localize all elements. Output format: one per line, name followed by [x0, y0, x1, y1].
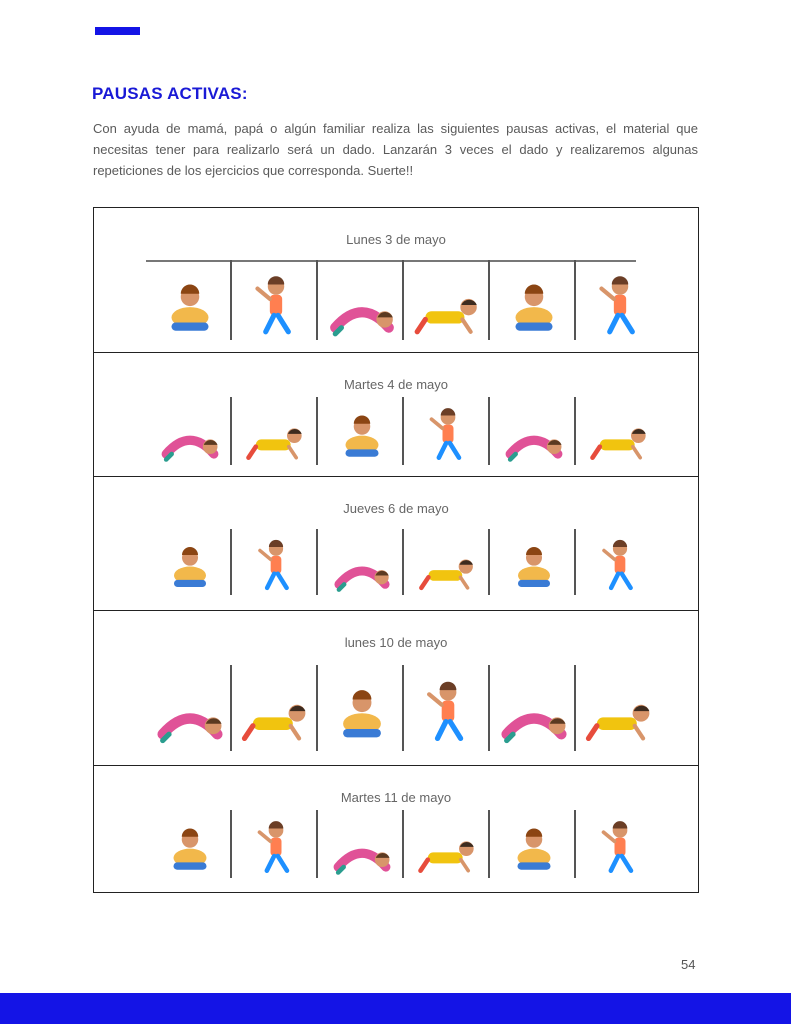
day-label: lunes 10 de mayo: [344, 635, 448, 650]
dancer-pose-illustration: [234, 399, 318, 465]
day-label: Martes 4 de mayo: [343, 377, 449, 392]
pose-divider: [488, 397, 490, 465]
day-label: Jueves 6 de mayo: [343, 501, 449, 516]
day-row: [94, 208, 698, 353]
pose-divider: [488, 529, 490, 595]
pose-divider: [316, 529, 318, 595]
pose-divider: [488, 810, 490, 878]
pose-divider: [574, 810, 576, 878]
tree-pose-illustration: [234, 531, 318, 595]
pose-divider: [230, 529, 232, 595]
pose-strip: [146, 665, 636, 751]
pose-divider: [402, 260, 404, 340]
wheel-pose-illustration: [406, 399, 490, 465]
header-accent-bar: [95, 27, 140, 35]
squat-pose-illustration: [320, 812, 404, 878]
downward-dog-illustration: [406, 667, 490, 751]
bow-pose-illustration: [148, 399, 232, 465]
crow-pose-illustration: [578, 399, 662, 465]
pose-divider: [402, 665, 404, 751]
camel-pose-illustration: [234, 667, 318, 751]
pose-divider: [574, 397, 576, 465]
pose-divider: [402, 397, 404, 465]
pose-strip: [146, 260, 636, 340]
pose-divider: [230, 260, 232, 340]
chair-pose-illustration: [234, 266, 318, 340]
side-stretch-pose-illustration: [320, 531, 404, 595]
cobra-pose-illustration: [148, 531, 232, 595]
pose-divider: [230, 810, 232, 878]
plank-pose-illustration: [492, 812, 576, 878]
pose-divider: [574, 529, 576, 595]
child-pose-illustration: [492, 266, 576, 340]
wheel-pose-illustration: [406, 812, 490, 878]
bow-pose-illustration: [148, 812, 232, 878]
plank-pose-illustration: [492, 399, 576, 465]
shoulder-stand-illustration: [148, 667, 232, 751]
pose-divider: [230, 397, 232, 465]
pose-divider: [488, 260, 490, 340]
pose-divider: [230, 665, 232, 751]
pose-strip: [146, 397, 636, 465]
pose-strip: [146, 529, 636, 595]
pose-divider: [316, 397, 318, 465]
day-row: [94, 611, 698, 766]
forward-fold-illustration: [320, 667, 404, 751]
standing-forward-bend-illustration: [578, 667, 662, 751]
crow-pose-illustration: [578, 812, 662, 878]
pose-divider: [402, 810, 404, 878]
pose-divider: [316, 810, 318, 878]
day-label: Lunes 3 de mayo: [346, 232, 446, 247]
bridge-pose-illustration: [492, 667, 576, 751]
dancer-pose-illustration: [234, 812, 318, 878]
page-title: PAUSAS ACTIVAS:: [92, 84, 248, 103]
day-row: [94, 477, 698, 611]
pose-divider: [574, 665, 576, 751]
pose-strip: [146, 810, 636, 878]
triangle-pose-illustration: [320, 266, 404, 340]
boat-pose-illustration: [492, 531, 576, 595]
warrior-pose-illustration: [406, 266, 490, 340]
pose-divider: [488, 665, 490, 751]
triangle-pose-illustration: [578, 531, 662, 595]
day-row: [94, 353, 698, 477]
exercise-table: [93, 207, 699, 893]
page-number: 54: [681, 957, 696, 972]
pose-divider: [574, 260, 576, 340]
strip-top-line: [146, 260, 636, 262]
pose-divider: [316, 665, 318, 751]
seated-forward-bend-illustration: [406, 531, 490, 595]
footer-accent-bar: [0, 993, 791, 1024]
pose-divider: [402, 529, 404, 595]
squat-pose-illustration: [320, 399, 404, 465]
day-row: [94, 766, 698, 892]
seated-cross-legged-illustration: [148, 266, 232, 340]
intro-paragraph: Con ayuda de mamá, papá o algún familiar realiza las siguientes pausas activas, el material que necesitas tener para realizarlo será un dado. Lanzarán 3 veces el dado y realizaremos algunas repeticiones de los ejercicios que corresponda. Suerte!!: [93, 121, 698, 178]
day-label: Martes 11 de mayo: [340, 790, 452, 805]
kneeling-pose-illustration: [578, 266, 662, 340]
pose-divider: [316, 260, 318, 340]
